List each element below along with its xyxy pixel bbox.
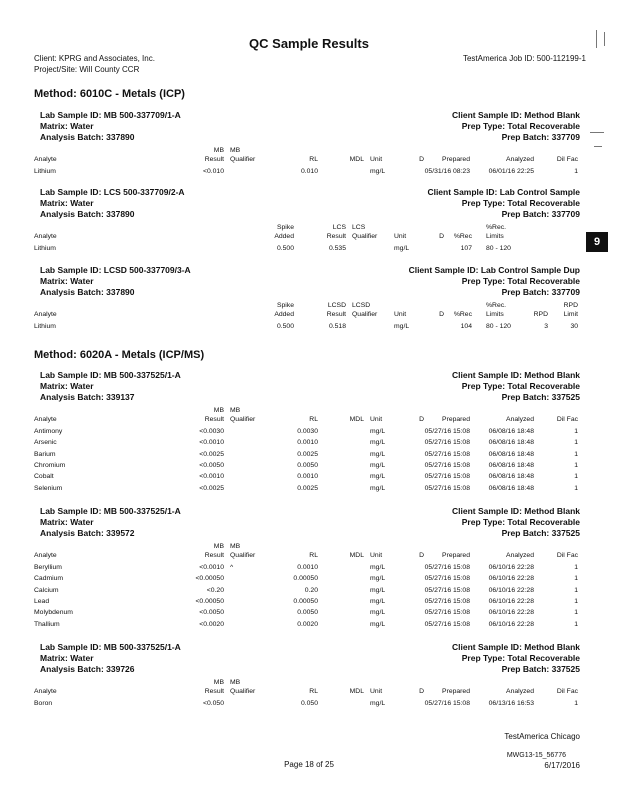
table-cell: mg/L — [370, 575, 386, 583]
table-cell: 06/10/16 22:28 — [488, 609, 534, 617]
column-header: Limits — [486, 233, 504, 240]
table-cell: Lithium — [34, 245, 56, 252]
table-header — [0, 311, 618, 322]
column-header: Result — [204, 688, 224, 695]
method-6020a-heading: Method: 6020A - Metals (ICP/MS) — [34, 349, 205, 361]
table-cell: 1 — [574, 575, 578, 583]
analysis-batch: Analysis Batch: 337890 — [40, 132, 135, 142]
table-cell: 05/27/16 15:08 — [424, 484, 470, 492]
column-header: %Rec — [453, 233, 472, 240]
scan-mark — [604, 32, 605, 46]
prep-batch: Prep Batch: 337709 — [501, 132, 580, 142]
table-cell: <0.0050 — [199, 461, 224, 469]
header-top-cell: Spike — [276, 302, 294, 309]
table-cell: <0.0020 — [199, 620, 224, 628]
table-cell: <0.050 — [203, 700, 224, 707]
table-cell: 0.500 — [276, 245, 294, 252]
column-header: Qualifier — [230, 416, 256, 423]
table-cell: <0.0010 — [199, 473, 224, 481]
table-row — [0, 575, 618, 586]
table-cell: 0.00050 — [293, 597, 318, 605]
column-header: Analyte — [34, 156, 57, 163]
column-header: Analyte — [34, 688, 57, 695]
header-top-cell: LCS — [352, 224, 366, 231]
header-top-cell: MB — [213, 407, 224, 414]
column-header: Analyzed — [506, 156, 534, 163]
table-cell: 0.010 — [300, 168, 318, 175]
column-header: MDL — [349, 156, 364, 163]
table-cell: <0.0050 — [199, 609, 224, 617]
analysis-batch: Analysis Batch: 337890 — [40, 209, 135, 219]
table-cell: 0.0010 — [297, 439, 318, 447]
table-cell: 0.050 — [300, 700, 318, 707]
table-cell: 80 - 120 — [486, 323, 511, 330]
column-header: Qualifier — [352, 311, 378, 318]
header-top-cell: MB — [213, 679, 224, 686]
table-cell: 1 — [574, 439, 578, 447]
prep-batch: Prep Batch: 337525 — [501, 392, 580, 402]
header-top-cell: MB — [230, 407, 241, 414]
matrix: Matrix: Water — [40, 198, 94, 208]
qc-sample-section — [0, 110, 618, 190]
table-cell: 0.00050 — [293, 575, 318, 583]
table-cell: 0.500 — [276, 323, 294, 330]
table-row — [0, 700, 618, 711]
table-cell: 0.0020 — [297, 620, 318, 628]
table-cell: Lithium — [34, 323, 56, 330]
header-top-cell: MB — [230, 147, 241, 154]
table-cell: mg/L — [370, 428, 386, 435]
table-cell: 06/08/16 18:48 — [488, 484, 534, 492]
table-cell: <0.00050 — [195, 597, 224, 605]
analysis-batch: Analysis Batch: 337890 — [40, 287, 135, 297]
table-cell: Thallium — [34, 620, 60, 628]
table-cell: mg/L — [370, 461, 386, 469]
matrix: Matrix: Water — [40, 121, 94, 131]
table-cell: 30 — [570, 323, 578, 330]
table-cell: 0.0025 — [297, 484, 318, 492]
client-sample-id: Client Sample ID: Method Blank — [452, 642, 580, 652]
column-header: RL — [309, 156, 318, 163]
table-row — [0, 587, 618, 598]
method-6010c-heading: Method: 6010C - Metals (ICP) — [34, 88, 185, 100]
table-cell: 06/10/16 22:28 — [488, 620, 534, 628]
table-cell: <0.0025 — [199, 450, 224, 458]
lab-sample-id: Lab Sample ID: MB 500-337709/1-A — [40, 110, 181, 120]
prep-batch: Prep Batch: 337709 — [501, 209, 580, 219]
table-cell: Lead — [34, 597, 50, 605]
table-cell: <0.00050 — [195, 575, 224, 583]
table-row — [0, 598, 618, 609]
client-sample-id: Client Sample ID: Method Blank — [452, 370, 580, 380]
column-header: D — [439, 233, 444, 240]
table-cell: Lithium — [34, 168, 56, 175]
table-cell: mg/L — [370, 473, 386, 481]
table-cell: Cadmium — [34, 575, 64, 583]
column-header: %Rec — [453, 311, 472, 318]
table-cell: 0.0010 — [297, 564, 318, 571]
table-cell: mg/L — [370, 564, 386, 571]
table-row — [0, 621, 618, 632]
prep-batch: Prep Batch: 337709 — [501, 287, 580, 297]
header-top-cell: LCSD — [352, 302, 371, 309]
table-cell: 05/27/16 15:08 — [424, 575, 470, 583]
table-cell: 1 — [574, 564, 578, 571]
column-header: RL — [309, 688, 318, 695]
table-cell: 05/27/16 15:08 — [424, 620, 470, 628]
table-cell: 0.0010 — [297, 473, 318, 481]
header-top-cell: %Rec. — [486, 302, 507, 309]
column-header: Result — [326, 311, 346, 318]
prep-type: Prep Type: Total Recoverable — [461, 517, 580, 527]
column-header: RL — [309, 552, 318, 559]
section-tab: 9 — [586, 232, 608, 252]
column-header: Result — [204, 156, 224, 163]
header-top-cell: LCS — [332, 224, 346, 231]
scan-mark — [596, 30, 597, 48]
table-cell: 1 — [574, 609, 578, 617]
table-cell: 104 — [460, 323, 472, 330]
client-sample-id: Client Sample ID: Method Blank — [452, 110, 580, 120]
table-cell: mg/L — [370, 484, 386, 492]
table-cell: 06/10/16 22:28 — [488, 586, 534, 594]
table-cell: 06/08/16 18:48 — [488, 450, 534, 458]
table-cell: 0.0050 — [297, 609, 318, 617]
table-cell: Beryllium — [34, 564, 62, 571]
header-top-cell: MB — [230, 543, 241, 550]
matrix: Matrix: Water — [40, 653, 94, 663]
table-cell: 0.0025 — [297, 450, 318, 458]
table-cell: 05/27/16 15:08 — [424, 609, 470, 617]
table-cell: 05/27/16 15:08 — [424, 461, 470, 469]
column-header: Analyzed — [506, 552, 534, 559]
page-number: Page 18 of 25 — [284, 760, 334, 769]
column-header: RL — [309, 416, 318, 423]
analysis-batch: Analysis Batch: 339572 — [40, 528, 135, 538]
scan-mark — [590, 132, 604, 133]
header-top-cell: MB — [230, 679, 241, 686]
table-row — [0, 609, 618, 620]
column-header: Analyzed — [506, 688, 534, 695]
table-header — [0, 156, 618, 167]
table-cell: 05/27/16 15:08 — [424, 473, 470, 481]
table-cell: 05/27/16 15:08 — [424, 564, 470, 571]
table-cell: 0.0050 — [297, 461, 318, 469]
column-header: Prepared — [442, 156, 470, 163]
table-cell: Calcium — [34, 586, 59, 594]
table-cell: 1 — [574, 586, 578, 594]
column-header: Dil Fac — [556, 552, 578, 559]
table-cell: Antimony — [34, 428, 63, 435]
table-cell: 107 — [460, 245, 472, 252]
column-header: Qualifier — [230, 688, 256, 695]
table-cell: mg/L — [370, 620, 386, 628]
table-cell: 1 — [574, 461, 578, 469]
table-cell: <0.20 — [206, 586, 224, 594]
column-header: Prepared — [442, 688, 470, 695]
table-row — [0, 439, 618, 450]
table-row — [0, 245, 618, 256]
table-cell: 1 — [574, 473, 578, 481]
table-row — [0, 168, 618, 179]
table-cell: 06/13/16 16:53 — [488, 700, 534, 707]
table-cell: 1 — [574, 484, 578, 492]
table-cell: 1 — [574, 620, 578, 628]
table-cell: 05/27/16 15:08 — [424, 450, 470, 458]
table-cell: ^ — [230, 564, 234, 571]
table-header — [0, 688, 618, 699]
column-header: Analyzed — [506, 416, 534, 423]
table-cell: Boron — [34, 700, 53, 707]
scan-mark — [594, 146, 602, 147]
table-cell: 3 — [544, 323, 548, 330]
table-cell: 06/08/16 18:48 — [488, 428, 534, 435]
client-sample-id: Client Sample ID: Lab Control Sample — [427, 187, 580, 197]
table-cell: mg/L — [370, 450, 386, 458]
column-header: Dil Fac — [556, 416, 578, 423]
table-cell: Arsenic — [34, 439, 57, 447]
page-title: QC Sample Results — [249, 36, 369, 51]
header-top-cell: %Rec. — [486, 224, 507, 231]
table-cell: 0.20 — [304, 586, 318, 594]
table-cell: 1 — [574, 168, 578, 175]
project-site: Project/Site: Will County CCR — [34, 65, 140, 74]
column-header: Prepared — [442, 416, 470, 423]
column-header: D — [419, 416, 424, 423]
table-cell: Selenium — [34, 484, 63, 492]
table-cell: 0.0030 — [297, 428, 318, 435]
prep-type: Prep Type: Total Recoverable — [461, 381, 580, 391]
lab-name: TestAmerica Chicago — [504, 732, 580, 741]
column-header: Limits — [486, 311, 504, 318]
prep-type: Prep Type: Total Recoverable — [461, 276, 580, 286]
column-header: MDL — [349, 688, 364, 695]
column-header: Result — [204, 416, 224, 423]
table-cell: 06/01/16 22:25 — [488, 168, 534, 175]
table-cell: mg/L — [370, 439, 386, 447]
table-cell: mg/L — [394, 245, 410, 252]
table-cell: Molybdenum — [34, 609, 73, 617]
report-date: 6/17/2016 — [544, 761, 580, 770]
table-header — [0, 416, 618, 427]
job-id: TestAmerica Job ID: 500-112199-1 — [462, 54, 586, 63]
column-header: Added — [274, 311, 294, 318]
document-id: MWG13-15_56776 — [506, 752, 566, 759]
table-cell: 05/27/16 15:08 — [424, 700, 470, 707]
table-cell: 06/10/16 22:28 — [488, 564, 534, 571]
table-cell: <0.0010 — [199, 564, 224, 571]
column-header: Unit — [394, 233, 407, 240]
qc-sample-section — [0, 642, 618, 722]
column-header: Unit — [394, 311, 407, 318]
qc-sample-section — [0, 265, 618, 345]
lab-sample-id: Lab Sample ID: MB 500-337525/1-A — [40, 370, 181, 380]
table-cell: 06/10/16 22:28 — [488, 597, 534, 605]
column-header: Qualifier — [230, 552, 256, 559]
matrix: Matrix: Water — [40, 381, 94, 391]
table-cell: 06/08/16 18:48 — [488, 473, 534, 481]
column-header: Analyte — [34, 233, 57, 240]
analysis-batch: Analysis Batch: 339726 — [40, 664, 135, 674]
client-sample-id: Client Sample ID: Lab Control Sample Dup — [408, 265, 580, 275]
table-cell: Cobalt — [34, 473, 54, 481]
lab-sample-id: Lab Sample ID: MB 500-337525/1-A — [40, 506, 181, 516]
table-cell: 1 — [574, 597, 578, 605]
column-header: Dil Fac — [556, 688, 578, 695]
header-top-cell: Spike — [276, 224, 294, 231]
table-cell: 05/27/16 15:08 — [424, 586, 470, 594]
table-row — [0, 462, 618, 473]
column-header: Analyte — [34, 552, 57, 559]
table-row — [0, 428, 618, 439]
lab-sample-id: Lab Sample ID: LCS 500-337709/2-A — [40, 187, 185, 197]
column-header: MDL — [349, 552, 364, 559]
table-header — [0, 233, 618, 244]
column-header: RPD — [533, 311, 548, 318]
table-cell: 05/27/16 15:08 — [424, 428, 470, 435]
qc-sample-section — [0, 370, 618, 492]
qc-sample-section — [0, 187, 618, 267]
table-cell: 0.535 — [328, 245, 346, 252]
prep-batch: Prep Batch: 337525 — [501, 664, 580, 674]
table-row — [0, 473, 618, 484]
table-row — [0, 564, 618, 575]
header-top-cell: MB — [213, 543, 224, 550]
client-name: Client: KPRG and Associates, Inc. — [34, 54, 155, 63]
column-header: Unit — [370, 416, 383, 423]
table-cell: 0.518 — [328, 323, 346, 330]
table-cell: mg/L — [394, 323, 410, 330]
column-header: Result — [204, 552, 224, 559]
header-top-cell: RPD — [563, 302, 578, 309]
lab-sample-id: Lab Sample ID: LCSD 500-337709/3-A — [40, 265, 191, 275]
matrix: Matrix: Water — [40, 276, 94, 286]
matrix: Matrix: Water — [40, 517, 94, 527]
table-cell: <0.010 — [203, 168, 224, 175]
column-header: D — [419, 688, 424, 695]
table-cell: mg/L — [370, 168, 386, 175]
table-cell: 06/08/16 18:48 — [488, 461, 534, 469]
table-cell: Chromium — [34, 461, 66, 469]
column-header: Analyte — [34, 416, 57, 423]
prep-type: Prep Type: Total Recoverable — [461, 653, 580, 663]
table-cell: <0.0030 — [199, 428, 224, 435]
client-sample-id: Client Sample ID: Method Blank — [452, 506, 580, 516]
analysis-batch: Analysis Batch: 339137 — [40, 392, 135, 402]
column-header: Result — [326, 233, 346, 240]
table-cell: 80 - 120 — [486, 245, 511, 252]
column-header: Qualifier — [230, 156, 256, 163]
column-header: MDL — [349, 416, 364, 423]
header-top-cell: LCSD — [327, 302, 346, 309]
table-header — [0, 552, 618, 563]
qc-sample-section — [0, 506, 618, 628]
lab-sample-id: Lab Sample ID: MB 500-337525/1-A — [40, 642, 181, 652]
table-cell: 05/27/16 15:08 — [424, 439, 470, 447]
column-header: Dil Fac — [556, 156, 578, 163]
column-header: Unit — [370, 688, 383, 695]
table-cell: <0.0010 — [199, 439, 224, 447]
column-header: Limit — [563, 311, 578, 318]
column-header: D — [419, 156, 424, 163]
column-header: Prepared — [442, 552, 470, 559]
column-header: D — [419, 552, 424, 559]
table-cell: 1 — [574, 450, 578, 458]
column-header: Unit — [370, 552, 383, 559]
column-header: D — [439, 311, 444, 318]
table-cell: 06/10/16 22:28 — [488, 575, 534, 583]
table-cell: 1 — [574, 428, 578, 435]
header-top-cell: MB — [213, 147, 224, 154]
column-header: Analyte — [34, 311, 57, 318]
table-cell: 05/31/16 08:23 — [424, 168, 470, 175]
table-cell: 1 — [574, 700, 578, 707]
table-cell: mg/L — [370, 609, 386, 617]
table-cell: 06/08/16 18:48 — [488, 439, 534, 447]
prep-type: Prep Type: Total Recoverable — [461, 121, 580, 131]
table-cell: 05/27/16 15:08 — [424, 597, 470, 605]
table-cell: <0.0025 — [199, 484, 224, 492]
prep-type: Prep Type: Total Recoverable — [461, 198, 580, 208]
table-cell: Barium — [34, 450, 56, 458]
column-header: Qualifier — [352, 233, 378, 240]
table-cell: mg/L — [370, 586, 386, 594]
column-header: Unit — [370, 156, 383, 163]
prep-batch: Prep Batch: 337525 — [501, 528, 580, 538]
table-cell: mg/L — [370, 597, 386, 605]
table-row — [0, 485, 618, 496]
table-row — [0, 323, 618, 334]
column-header: Added — [274, 233, 294, 240]
table-row — [0, 451, 618, 462]
table-cell: mg/L — [370, 700, 386, 707]
